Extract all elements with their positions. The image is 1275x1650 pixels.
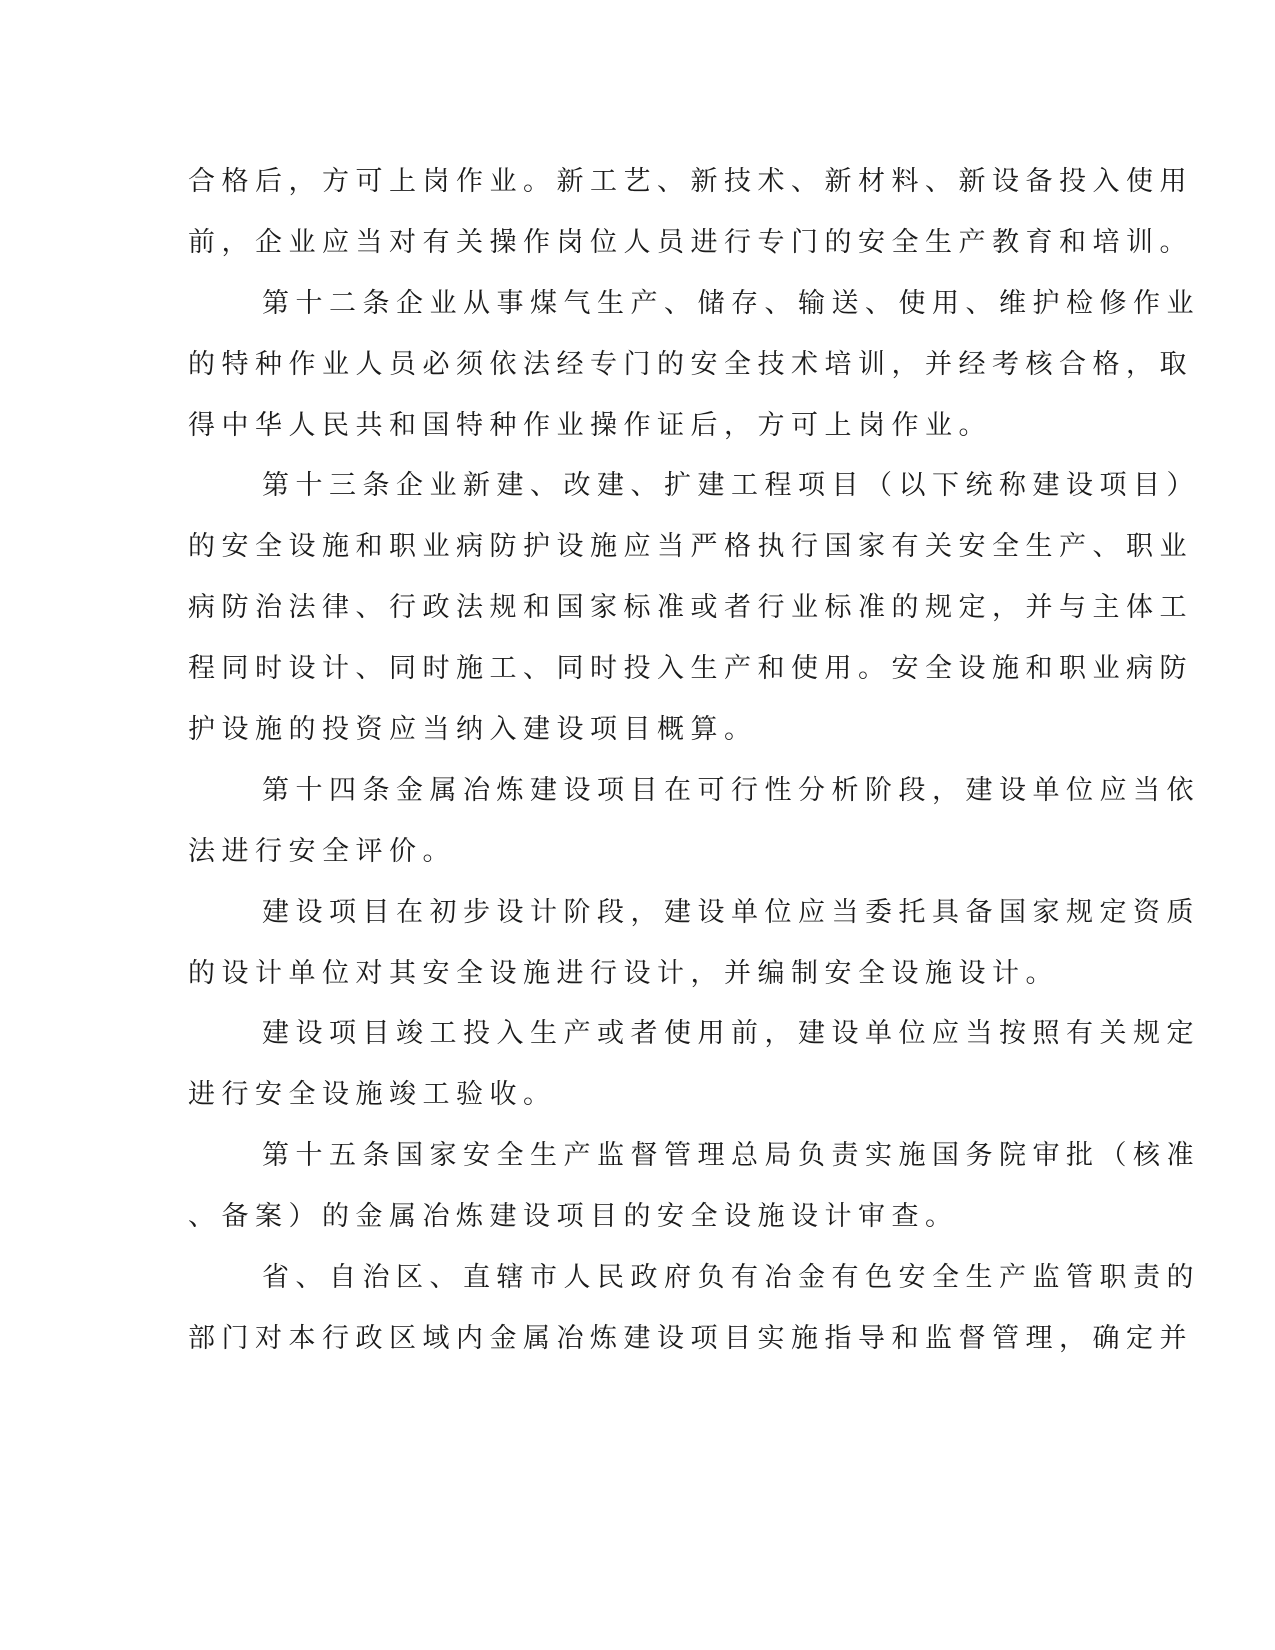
text-line: 第十四条金属冶炼建设项目在可行性分析阶段，建设单位应当依 <box>262 774 1200 806</box>
text-line: 、备案）的金属冶炼建设项目的安全设施设计审查。 <box>188 1201 959 1233</box>
text-line: 程同时设计、同时施工、同时投入生产和使用。安全设施和职业病防 <box>188 653 1193 685</box>
text-line: 合格后，方可上岗作业。新工艺、新技术、新材料、新设备投入使用 <box>188 166 1193 197</box>
text-line: 病防治法律、行政法规和国家标准或者行业标准的规定，并与主体工 <box>188 592 1193 624</box>
text-line: 的设计单位对其安全设施进行设计，并编制安全设施设计。 <box>188 957 1059 989</box>
text-line: 进行安全设施竣工验收。 <box>188 1079 557 1111</box>
text-line: 得中华人民共和国特种作业操作证后，方可上岗作业。 <box>188 409 992 441</box>
text-line: 的安全设施和职业病防护设施应当严格执行国家有关安全生产、职业 <box>188 531 1193 563</box>
text-line: 前，企业应当对有关操作岗位人员进行专门的安全生产教育和培训。 <box>188 226 1193 258</box>
text-line: 护设施的投资应当纳入建设项目概算。 <box>188 714 758 746</box>
text-line: 的特种作业人员必须依法经专门的安全技术培训，并经考核合格，取 <box>188 348 1193 380</box>
text-line: 第十五条国家安全生产监督管理总局负责实施国务院审批（核准 <box>262 1140 1200 1172</box>
text-line: 部门对本行政区域内金属冶炼建设项目实施指导和监督管理，确定并 <box>188 1322 1193 1354</box>
text-line: 建设项目在初步设计阶段，建设单位应当委托具备国家规定资质 <box>262 896 1200 928</box>
text-line: 法进行安全评价。 <box>188 835 456 867</box>
document-body <box>188 164 1200 1382</box>
text-line: 第十三条企业新建、改建、扩建工程项目（以下统称建设项目） <box>262 470 1200 502</box>
text-line: 建设项目竣工投入生产或者使用前，建设单位应当按照有关规定 <box>262 1018 1200 1050</box>
text-line: 省、自治区、直辖市人民政府负有冶金有色安全生产监管职责的 <box>262 1262 1200 1294</box>
text-line: 第十二条企业从事煤气生产、储存、输送、使用、维护检修作业 <box>262 287 1200 319</box>
